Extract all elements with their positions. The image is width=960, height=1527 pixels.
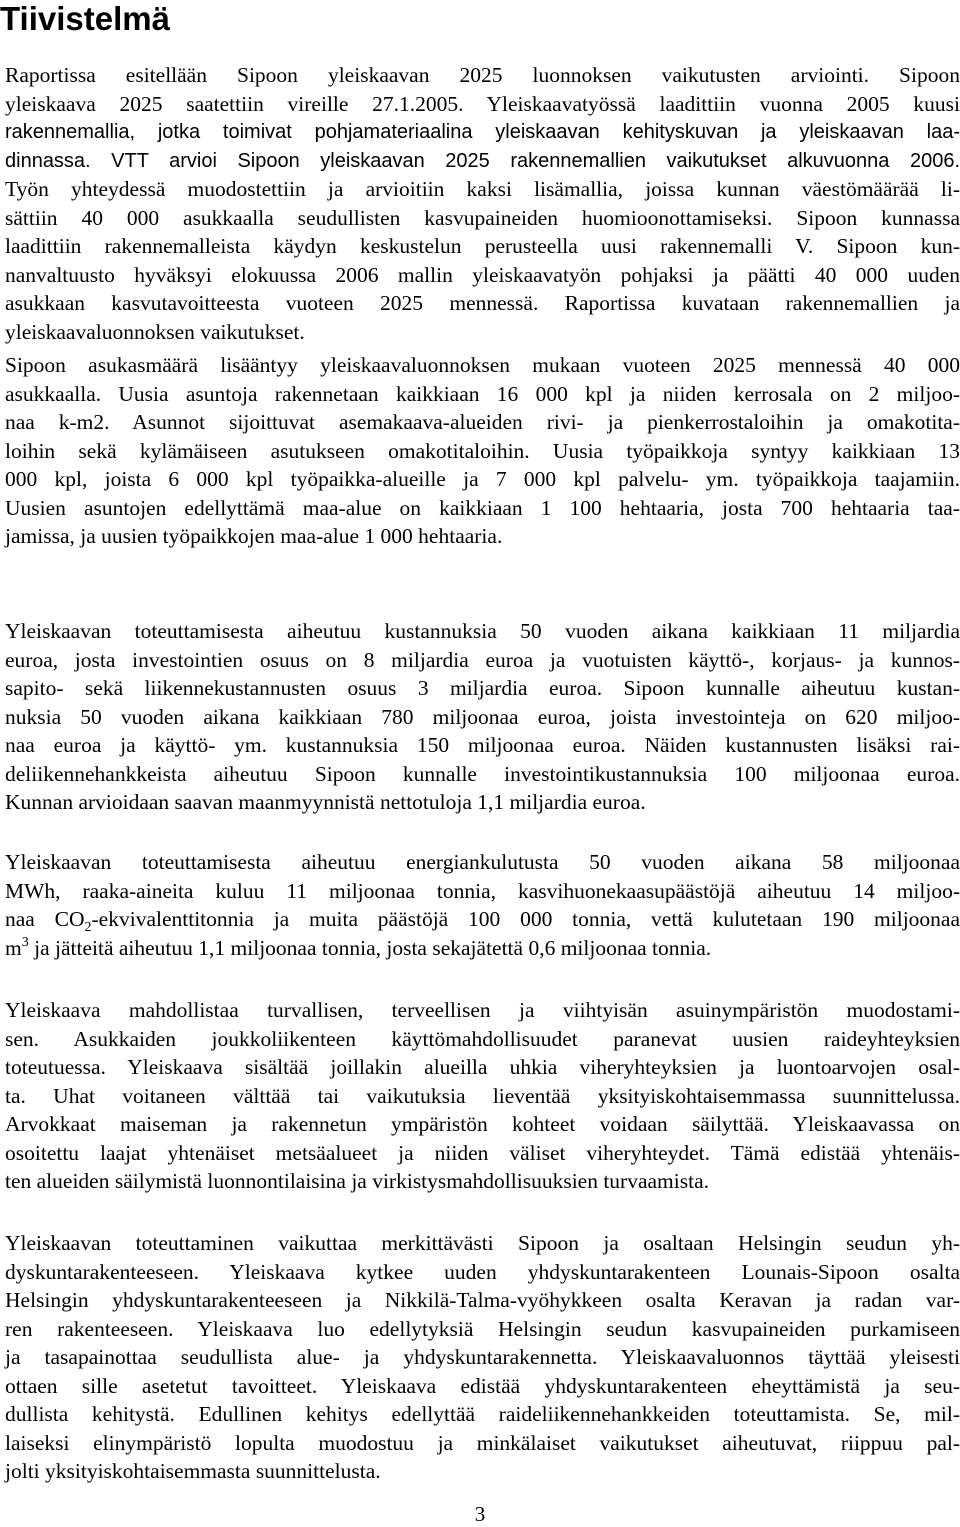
- text-line: nanvaltuusto hyväksyi elokuussa 2006 mallin yleiskaavatyön pohjaksi ja päätti 40 000 uuden: [5, 262, 960, 287]
- text-line: deliikennehankkeista aiheutuu Sipoon kunnalle investointikustannuksia 100 miljoonaa euroa.: [5, 761, 960, 786]
- text-fragment: ja jätteitä aiheutuu 1,1 miljoonaa tonnia, josta sekajätettä 0,6 miljoonaa tonnia.: [28, 935, 712, 960]
- text-line: naa k-m2. Asunnot sijoittuvat asemakaava-alueiden rivi- ja pienkerrostaloihin ja omakotita-: [5, 410, 960, 434]
- subscript: 2: [84, 920, 92, 935]
- paragraph-5: [5, 996, 960, 1196]
- text-line: MWh, raaka-aineita kuluu 11 miljoonaa tonnia, kasvihuonekaasupäästöjä aiheutuu 14 miljoo-: [5, 878, 960, 903]
- paragraph-1: [5, 61, 960, 346]
- text-line: rakennemallia, jotka toimivat pohjamateriaalina yleiskaavan kehityskuvan ja yleiskaavan laa-: [5, 121, 960, 143]
- text-line: ren rakenteeseen. Yleiskaava luo edellytyksiä Helsingin seudun kasvupaineiden purkamiseen: [5, 1316, 960, 1341]
- paragraph-3: [5, 617, 960, 817]
- paragraph-6: [5, 1229, 960, 1486]
- text-line: yleiskaavaluonnoksen vaikutukset.: [5, 319, 305, 344]
- text-line: Yleiskaavan toteuttamisesta aiheutuu energiankulutusta 50 vuoden aikana 58 miljoonaa: [5, 850, 960, 874]
- text-line: Raportissa esitellään Sipoon yleiskaavan 2025 luonnoksen vaikutusten arviointi. Sipoon: [5, 63, 960, 87]
- text-line: dullista kehitystä. Edullinen kehitys edellyttää raideliikennehankkeiden toteuttamista. Se, mil-: [5, 1402, 960, 1426]
- text-line: asukkaalla. Uusia asuntoja rakennetaan kaikkiaan 16 000 kpl ja niiden kerrosala on 2 miljoo-: [5, 381, 960, 406]
- paragraph-2: [5, 351, 960, 551]
- text-line: [5, 905, 960, 934]
- text-line: ten alueiden säilymistä luonnontilaisina ja virkistysmahdollisuuksien turvaamista.: [5, 1169, 710, 1193]
- text-line: ta. Uhat voitaneen välttää tai vaikutuksia lieventää yksityiskohtaisemmassa suunnittelussa.: [5, 1083, 960, 1108]
- text-line: dyskuntarakenteeseen. Yleiskaava kytkee uuden yhdyskuntarakenteen Lounais-Sipoon osalta: [5, 1259, 960, 1284]
- paragraph-4: [5, 848, 960, 962]
- text-line: jamissa, ja uusien työpaikkojen maa-alue 1 000 hehtaaria.: [5, 524, 503, 548]
- text-line: Sipoon asukasmäärä lisääntyy yleiskaavaluonnoksen mukaan vuoteen 2025 mennessä 40 000: [5, 353, 960, 377]
- text-line: toteutuessa. Yleiskaava sisältää joillakin alueilla uhkia viheryhteyksien ja luontoarvojen osal-: [5, 1055, 960, 1079]
- text-line: naa euroa ja käyttö- ym. kustannuksia 150 miljoonaa euroa. Näiden kustannusten lisäksi rai-: [5, 733, 960, 757]
- text-line: sapito- sekä liikennekustannusten osuus 3 miljardia euroa. Sipoon kunnalle aiheutuu kustan-: [5, 676, 960, 700]
- text-line: Yleiskaava mahdollistaa turvallisen, terveellisen ja viihtyisän asuinympäristön muodostami-: [5, 998, 960, 1022]
- text-fragment: naa CO: [5, 907, 85, 931]
- text-line: jolti yksityiskohtaisemmasta suunnittelusta.: [5, 1459, 381, 1483]
- page-title: Tiivistelmä: [0, 0, 170, 37]
- text-line: asukkaan kasvutavoitteesta vuoteen 2025 mennessä. Raportissa kuvataan rakennemallien ja: [5, 291, 960, 315]
- page-number: 3: [474, 1502, 486, 1526]
- text-line: Yleiskaavan toteuttamisesta aiheutuu kustannuksia 50 vuoden aikana kaikkiaan 11 miljardia: [5, 619, 960, 643]
- text-fragment: -ekvivalenttitonnia ja muita päästöjä 100 000 tonnia, vettä kulutetaan 190 miljoonaa: [91, 907, 960, 931]
- text-line: sättiin 40 000 asukkaalla seudullisten kasvupaineiden huomioonottamiseksi. Sipoon kunnassa: [5, 205, 960, 230]
- text-line: Uusien asuntojen edellyttämä maa-alue on kaikkiaan 1 100 hehtaaria, josta 700 hehtaaria taa-: [5, 495, 960, 520]
- text-line: euroa, josta investointien osuus on 8 miljardia euroa ja vuotuisten käyttö-, korjaus- ja kunnos-: [5, 647, 960, 672]
- text-line: ottaen sille asetetut tavoitteet. Yleiskaava edistää yhdyskuntarakenteen eheyttämistä ja seu-: [5, 1373, 960, 1398]
- text-line: [5, 934, 960, 963]
- text-line: dinnassa. VTT arvioi Sipoon yleiskaavan 2025 rakennemallien vaikutukset alkuvuonna 2006.: [5, 149, 960, 172]
- text-line: nuksia 50 vuoden aikana kaikkiaan 780 miljoonaa euroa, joista investointeja on 620 miljoo-: [5, 704, 960, 729]
- text-line: Kunnan arvioidaan saavan maanmyynnistä nettotuloja 1,1 miljardia euroa.: [5, 790, 646, 814]
- text-line: laiseksi elinympäristö lopulta muodostuu ja minkälaiset vaikutukset aiheutuvat, riippuu pal-: [5, 1430, 960, 1455]
- text-line: Arvokkaat maiseman ja rakennetun ympäristön kohteet voidaan säilyttää. Yleiskaavassa on: [5, 1112, 960, 1136]
- text-line: laadittiin rakennemalleista käydyn keskustelun perusteella uusi rakennemalli V. Sipoon kun-: [5, 234, 960, 258]
- text-line: osoitettu laajat yhtenäiset metsäalueet ja niiden väliset viheryhteydet. Tämä edistää yhtenäis-: [5, 1140, 960, 1165]
- text-line: yleiskaava 2025 saatettiin vireille 27.1.2005. Yleiskaavatyössä laadittiin vuonna 2005 kuusi: [5, 91, 960, 116]
- text-line: Yleiskaavan toteuttaminen vaikuttaa merkittävästi Sipoon ja osaltaan Helsingin seudun yh-: [5, 1231, 960, 1255]
- text-line: ja tasapainottaa seudullista alue- ja yhdyskuntarakennetta. Yleiskaavaluonnos täyttää yleisesti: [5, 1345, 960, 1369]
- text-line: sen. Asukkaiden joukkoliikenteen käyttömahdollisuudet paranevat uusien raideyhteyksien: [5, 1026, 960, 1051]
- text-fragment: m: [5, 935, 22, 960]
- text-line: Helsingin yhdyskuntarakenteeseen ja Nikkilä-Talma-vyöhykkeen osalta Keravan ja radan var-: [5, 1288, 960, 1312]
- text-line: Työn yhteydessä muodostettiin ja arvioitiin kaksi lisämallia, joissa kunnan väestömäärää li-: [5, 177, 960, 201]
- superscript: 3: [21, 934, 29, 950]
- text-line: 000 kpl, joista 6 000 kpl työpaikka-alueille ja 7 000 kpl palvelu- ym. työpaikkoja taajamiin.: [5, 467, 960, 491]
- text-line: loihin sekä kylämäiseen asutukseen omakotitaloihin. Uusia työpaikkoja syntyy kaikkiaan 13: [5, 438, 960, 463]
